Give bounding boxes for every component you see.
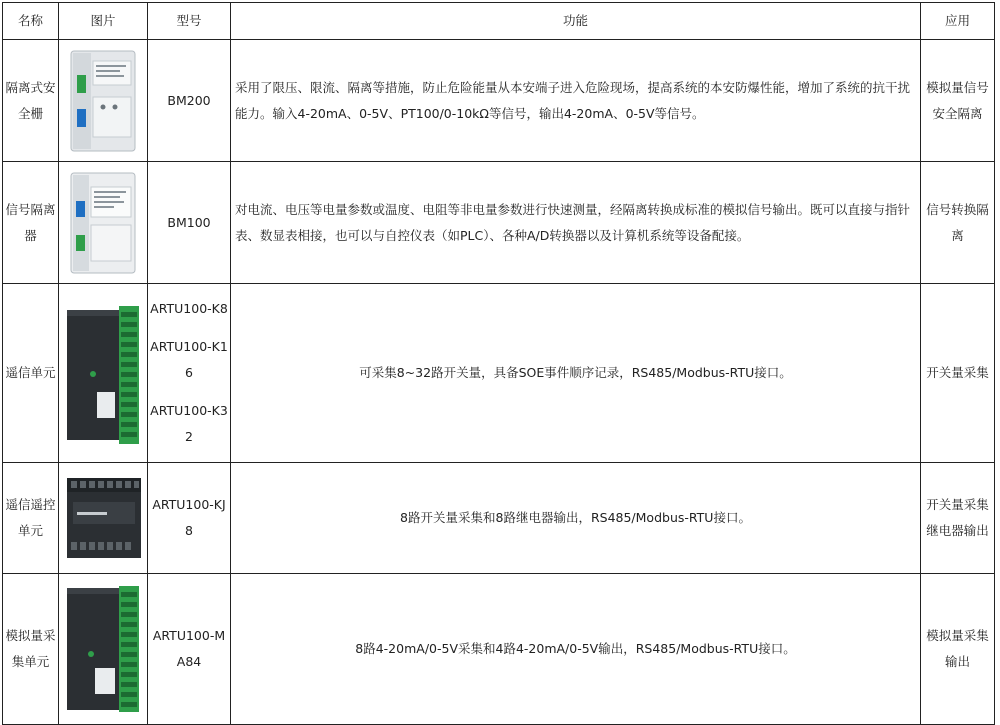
- table-row: [3, 463, 995, 574]
- model-cell: [148, 463, 231, 574]
- product-table: [2, 2, 995, 725]
- model-label: BM100: [167, 214, 211, 230]
- signal-isolator-module-icon: [63, 169, 143, 277]
- header-name: 名称: [3, 3, 59, 40]
- table-row: [3, 40, 995, 162]
- product-name: 遥信遥控单元: [3, 463, 59, 574]
- header-function: 功能: [231, 3, 921, 40]
- application-cell: 信号转换隔离: [921, 162, 995, 284]
- product-image: [59, 463, 148, 574]
- din-rail-isolator-module-icon: [63, 47, 143, 155]
- application-cell: 模拟量信号安全隔离: [921, 40, 995, 162]
- product-image: [59, 162, 148, 284]
- product-name: 遥信单元: [3, 284, 59, 463]
- remote-signal-unit-icon: [63, 298, 143, 448]
- model-label: ARTU100-MA84: [152, 628, 226, 669]
- product-image: [59, 40, 148, 162]
- product-name: 信号隔离器: [3, 162, 59, 284]
- analog-acquisition-unit-icon: [63, 582, 143, 716]
- remote-control-unit-icon: [63, 470, 145, 566]
- function-cell: 8路开关量采集和8路继电器输出，RS485/Modbus-RTU接口。: [231, 463, 921, 574]
- product-name: 模拟量采集单元: [3, 574, 59, 725]
- model-cell: [148, 284, 231, 463]
- product-name: 隔离式安全栅: [3, 40, 59, 162]
- header-model: 型号: [148, 3, 231, 40]
- model-cell: [148, 40, 231, 162]
- application-cell: 开关量采集: [921, 284, 995, 463]
- table-header-row: [3, 3, 995, 40]
- header-application: 应用: [921, 3, 995, 40]
- table-row: [3, 574, 995, 725]
- header-image: 图片: [59, 3, 148, 40]
- function-cell: 8路4-20mA/0-5V采集和4路4-20mA/0-5V输出，RS485/Modbus-RTU接口。: [231, 574, 921, 725]
- model-label: ARTU100-KJ8: [152, 497, 226, 538]
- table-row: [3, 162, 995, 284]
- model-label: ARTU100-K32: [150, 403, 228, 444]
- function-cell: 可采集8~32路开关量，具备SOE事件顺序记录，RS485/Modbus-RTU接口。: [231, 284, 921, 463]
- table-row: [3, 284, 995, 463]
- model-cell: [148, 162, 231, 284]
- product-image: [59, 284, 148, 463]
- model-cell: [148, 574, 231, 725]
- model-label: ARTU100-K8: [150, 301, 228, 316]
- application-cell: 开关量采集继电器输出: [921, 463, 995, 574]
- model-label: BM200: [167, 92, 211, 108]
- product-image: [59, 574, 148, 725]
- model-label: ARTU100-K16: [150, 339, 228, 380]
- function-cell: 采用了限压、限流、隔离等措施，防止危险能量从本安端子进入危险现场，提高系统的本安防爆性能，增加了系统的抗干扰能力。输入4-20mA、0-5V、PT100/0-10kΩ等信号，输出4-20mA、0-5V等信号。: [231, 40, 921, 162]
- function-cell: 对电流、电压等电量参数或温度、电阻等非电量参数进行快速测量，经隔离转换成标准的模拟信号输出。既可以直接与指针表、数显表相接，也可以与自控仪表（如PLC）、各种A/D转换器以及计算机系统等设备配接。: [231, 162, 921, 284]
- application-cell: 模拟量采集输出: [921, 574, 995, 725]
